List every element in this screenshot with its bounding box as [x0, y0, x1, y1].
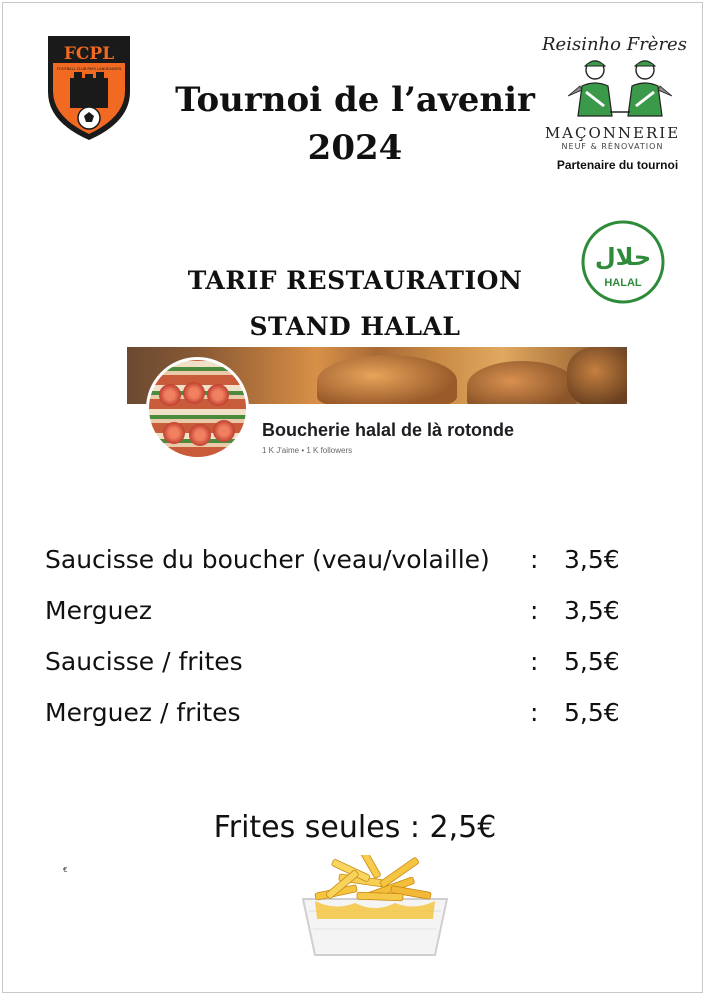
item-label: Saucisse du boucher (veau/volaille) [45, 545, 490, 574]
price-row [45, 596, 645, 647]
title-year: 2024 [307, 128, 403, 168]
section-heading-line-1: TARIF RESTAURATION [187, 266, 523, 295]
item-label: Merguez [45, 596, 153, 625]
butcher-page-stats: 1 K J'aime • 1 K followers [262, 446, 353, 455]
item-price: 3,5€ [564, 596, 620, 625]
fries-only-price: Frites seules : 2,5€ [213, 810, 497, 845]
price-row [45, 698, 645, 749]
item-separator: : [530, 596, 539, 625]
item-separator: : [530, 545, 539, 574]
price-row [45, 647, 645, 698]
butcher-page-name: Boucherie halal de là rotonde [262, 420, 515, 440]
stray-euro-mark: € [63, 866, 68, 874]
item-separator: : [530, 698, 539, 727]
sponsor-caption: Partenaire du tournoi [556, 158, 679, 172]
sponsor-subtitle: NEUF & RÉNOVATION [561, 142, 664, 151]
price-row [45, 545, 645, 596]
halal-arabic-text: حلال [594, 243, 652, 271]
club-logo-text: FCPL [63, 44, 115, 64]
item-price: 5,5€ [564, 647, 620, 676]
section-heading [130, 258, 580, 350]
sponsor-logo [530, 34, 695, 174]
item-price: 5,5€ [564, 698, 620, 727]
item-price: 3,5€ [564, 545, 620, 574]
fries-tray-image [295, 855, 455, 963]
item-label: Merguez / frites [45, 698, 241, 727]
halal-label: HALAL [604, 277, 642, 289]
tournament-title [140, 78, 570, 170]
item-label: Saucisse / frites [45, 647, 243, 676]
masons-illustration [560, 56, 680, 122]
sponsor-name: Reisinho Frères [542, 34, 687, 55]
butcher-page-banner [127, 347, 627, 464]
halal-logo-icon [581, 220, 665, 304]
section-heading-line-2: STAND HALAL [249, 312, 461, 341]
club-logo-subtext: FOOTBALL CLUB PAYS LANGEAISIEN [56, 67, 122, 71]
butcher-avatar [146, 357, 249, 460]
title-line-1: Tournoi de l’avenir [175, 80, 535, 120]
item-separator: : [530, 647, 539, 676]
price-list [45, 545, 645, 749]
club-crest-logo [44, 30, 134, 142]
sponsor-trade: MAÇONNERIE [544, 124, 681, 142]
